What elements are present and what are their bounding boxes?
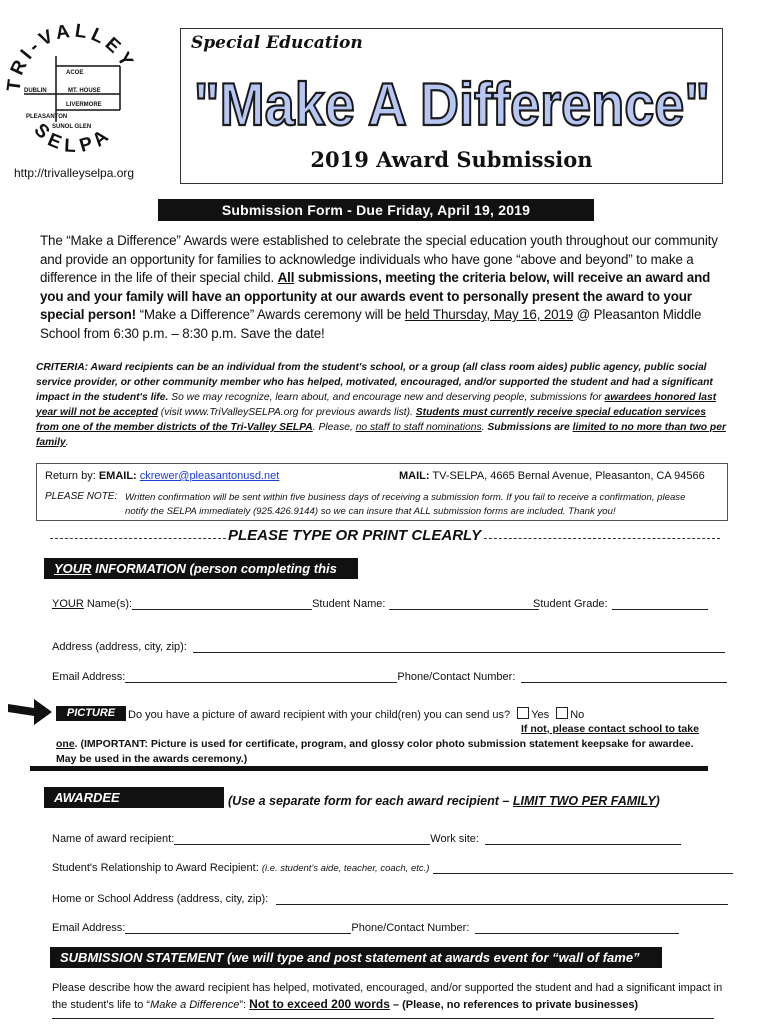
return-mail-label: MAIL: xyxy=(399,470,430,482)
logo-district-acoe: ACOE xyxy=(66,70,84,76)
awardee-note-a: (Use a separate form for each award recipient – xyxy=(228,794,513,808)
awardee-worksite-field[interactable] xyxy=(485,833,681,845)
awardee-name-label: Name of award recipient: xyxy=(52,833,175,845)
your-address-row xyxy=(52,641,725,653)
picture-question: Do you have a picture of award recipient with your child(ren) you can send us? xyxy=(128,709,511,721)
note-text: Written confirmation will be sent within five business days of receiving a submission form. If you fail to receive a confirmation, please notify the SELPA immediately (925.426.9144) so we can insure that ALL submission forms are included. Thank you! xyxy=(125,492,686,517)
criteria-c: awardees honored last year will not be accepted xyxy=(36,392,717,418)
your-address-field[interactable] xyxy=(193,641,725,653)
submission-statement-instructions xyxy=(52,980,724,1013)
submission-statement-header: SUBMISSION STATEMENT (we will type and post statement at awards event for “wall of fame” viewing) xyxy=(50,947,662,968)
picture-if-not: If not, please contact school to take one xyxy=(56,723,699,750)
awardee-email-label: Email Address: xyxy=(52,922,126,934)
awardee-name-field[interactable] xyxy=(174,833,430,845)
awardee-email-row xyxy=(52,922,679,934)
criteria-j: limited to no more than two per family xyxy=(36,422,726,448)
statement-text-c: – (Please, no references to private businesses) xyxy=(389,999,639,1011)
student-name-label: Student Name: xyxy=(312,598,386,610)
awardee-note-limit: LIMIT TWO PER FAMILY xyxy=(512,794,656,808)
your-email-field[interactable] xyxy=(125,671,397,683)
criteria-h: . xyxy=(481,422,485,433)
criteria-i: Submissions are xyxy=(487,422,570,433)
awardee-relationship-field[interactable] xyxy=(433,862,733,874)
picture-badge: PICTURE xyxy=(56,706,126,721)
return-email-label: EMAIL: xyxy=(98,470,137,482)
header-box xyxy=(180,28,723,184)
section-divider xyxy=(30,766,708,771)
logo-url: http://trivalleyselpa.org xyxy=(14,166,135,180)
your-info-header xyxy=(44,558,358,597)
statement-text-a: Please describe how the award recipient has helped, motivated, encouraged, and/or supported the student and had a significant impact in the student's life to “ xyxy=(52,982,723,1011)
dash-right xyxy=(474,538,720,539)
return-by-label: Return by: xyxy=(45,470,96,482)
intro-ceremony-date: held Thursday, May 16, 2019 xyxy=(404,307,574,322)
logo-district-sunol-glen: SUNOL GLEN xyxy=(52,124,92,130)
intro-paragraph xyxy=(40,232,720,343)
logo-district-dublin: DUBLIN xyxy=(24,88,47,94)
header-title-art xyxy=(187,43,717,143)
picture-yes-label: Yes xyxy=(531,709,550,721)
student-name-field[interactable] xyxy=(389,598,539,610)
logo-district-mt-house: MT. HOUSE xyxy=(68,88,101,94)
awardee-relationship-eg: (i.e. student's aide, teacher, coach, etc.) xyxy=(261,863,430,874)
awardee-relationship-row xyxy=(52,862,733,874)
dash-left xyxy=(50,538,226,539)
picture-no-checkbox[interactable] xyxy=(556,707,568,719)
awardee-address-field[interactable] xyxy=(276,893,728,905)
statement-text-b: ”: xyxy=(239,999,250,1011)
awardee-phone-label: Phone/Contact Number: xyxy=(351,922,470,934)
your-names-your: YOUR xyxy=(52,598,84,610)
picture-note xyxy=(56,722,716,767)
student-grade-label: Student Grade: xyxy=(533,598,608,610)
svg-text:TRI-VALLEY xyxy=(6,22,136,93)
return-mail-row xyxy=(399,470,705,482)
return-email-link[interactable]: ckrewer@pleasantonusd.net xyxy=(139,470,280,482)
awardee-address-row xyxy=(52,893,728,905)
return-email-row xyxy=(45,470,279,482)
criteria-b: So we may recognize, learn about, and encourage new and deserving people, submissions for xyxy=(171,392,602,403)
picture-question-row xyxy=(128,707,584,721)
tri-valley-selpa-logo xyxy=(6,22,136,182)
logo-arc-bottom: SELPA xyxy=(29,119,118,158)
awardee-note-b: ) xyxy=(655,794,660,808)
student-grade-field[interactable] xyxy=(612,598,708,610)
awardee-phone-field[interactable] xyxy=(475,922,679,934)
criteria-a: CRITERIA: Award recipients can be an individual from the student's school, or a group (all class room aides) public agency, public social service provider, or other community member who has helped, motivated, encouraged, and/or supported the student and had a significant impact in the student's life. xyxy=(36,362,713,403)
statement-text-md: Make a Difference xyxy=(150,999,240,1011)
awardee-relationship-label: Student's Relationship to Award Recipient: xyxy=(52,862,259,874)
your-names-field[interactable] xyxy=(132,598,312,610)
student-grade-row xyxy=(533,598,708,610)
logo-district-livermore: LIVERMORE xyxy=(66,102,102,108)
criteria-k: . xyxy=(65,437,69,448)
deadline-banner: Submission Form - Due Friday, April 19, 2019 xyxy=(158,199,594,221)
logo-arc-top: RI-VALLE xyxy=(6,22,128,79)
header-kicker: Special Education xyxy=(191,33,363,53)
your-phone-label: Phone/Contact Number: xyxy=(397,671,516,683)
header-subtitle: 2019 Award Submission xyxy=(310,147,593,172)
your-info-header-your: YOUR xyxy=(54,561,92,576)
your-email-label: Email Address: xyxy=(52,671,126,683)
intro-text-2: “Make a Difference” Awards ceremony will be xyxy=(139,307,402,322)
intro-bold: submissions, meeting the criteria below, will receive an award and you and your family will have an opportunity at our awards event to personally present the award to your special person! xyxy=(40,270,711,322)
awardee-address-label: Home or School Address (address, city, zip): xyxy=(52,893,269,905)
your-names-row xyxy=(52,598,539,610)
awardee-email-field[interactable] xyxy=(125,922,351,934)
your-names-label: Name(s): xyxy=(83,598,133,610)
statement-limit: Not to exceed 200 words xyxy=(249,997,390,1011)
your-info-header-rest: INFORMATION (person completing this form) xyxy=(54,561,337,597)
your-email-row xyxy=(52,671,727,683)
return-mail-address: TV-SELPA, 4665 Bernal Avenue, Pleasanton, CA 94566 xyxy=(432,470,705,482)
criteria-paragraph xyxy=(36,360,726,450)
please-type-divider xyxy=(50,527,720,547)
picture-yes-checkbox[interactable] xyxy=(517,707,529,719)
picture-important: . (IMPORTANT: Picture is used for certificate, program, and glossy color photo submission statement keepsake for awardee. May be used in the awards ceremony.) xyxy=(56,738,694,765)
intro-text-1: The “Make a Difference” Awards were established to celebrate the special education youth throughout our community and provide an opportunity for families to acknowledge individuals who have gone “above and beyond” to make a difference in the life of their special child. xyxy=(40,233,718,285)
intro-text-3: @ Pleasanton Middle School from 6:30 p.m. – 8:30 p.m. Save the date! xyxy=(40,307,702,341)
awardee-worksite-label: Work site: xyxy=(430,833,479,845)
your-phone-field[interactable] xyxy=(521,671,727,683)
criteria-f: . Please, xyxy=(312,422,353,433)
intro-all: All xyxy=(277,270,295,285)
statement-writing-line[interactable] xyxy=(52,1018,714,1019)
picture-no-label: No xyxy=(570,709,585,721)
return-box xyxy=(36,463,728,521)
please-type-text: PLEASE TYPE OR PRINT CLEARLY xyxy=(228,527,482,544)
logo-district-pleasanton: PLEASANTON xyxy=(26,114,68,120)
criteria-g: no staff to staff nominations xyxy=(355,422,482,433)
right-arrow-icon xyxy=(6,697,54,725)
awardee-note xyxy=(228,794,660,808)
awardee-info-header: AWARDEE INFORMATION xyxy=(44,787,224,808)
note-label: PLEASE NOTE: xyxy=(45,491,118,502)
criteria-d: (visit www.TriValleySELPA.org for previous awards list). xyxy=(160,407,413,418)
criteria-e: Students must currently receive special education services from one of the member districts of the Tri-Valley SELPA xyxy=(36,407,706,433)
awardee-name-row xyxy=(52,833,681,845)
header-title: "Make A Difference" xyxy=(194,71,710,138)
your-address-label: Address (address, city, zip): xyxy=(52,641,187,653)
